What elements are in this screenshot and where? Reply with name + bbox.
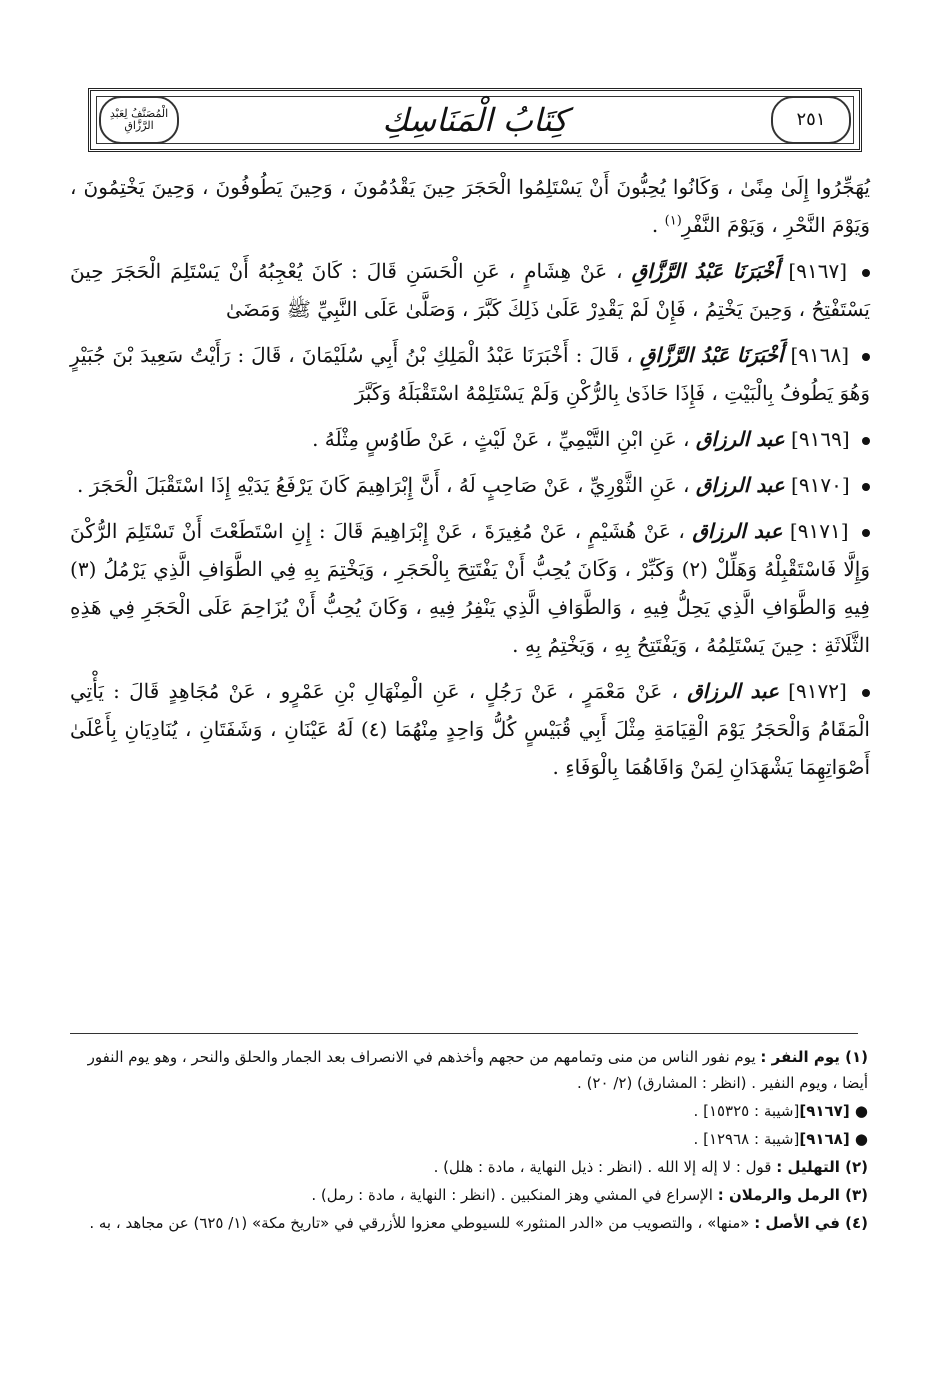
hadith-source: عبد الرزاق bbox=[695, 473, 785, 497]
footnote bbox=[68, 1154, 868, 1180]
page-number-medallion bbox=[771, 96, 851, 144]
footnote bbox=[68, 1210, 868, 1236]
hadith-source: أَخْبَرَنَا عَبْدُ الرَّزَّاقِ bbox=[631, 259, 780, 283]
hadith-text: ، عَنِ ابْنِ التَّيْمِيِّ ، عَنْ لَيْثٍ ، عَنْ طَاوُسٍ مِثْلَهُ . bbox=[312, 427, 690, 451]
hadith-text: ، عَنْ مَعْمَرٍ ، عَنْ رَجُلٍ ، عَنِ الْمِنْهَالِ بْنِ عَمْرٍو ، عَنْ مُجَاهِدٍ قَالَ : يَأْتِي الْمَقَامُ وَالْحَجَرُ يَوْمَ الْقِيَامَةِ مِثْلَ أَبِي قُبَيْسٍ كُلُّ وَاحِدٍ مِنْهُمَا (٤) لَهُ عَيْنَانِ ، وَشَفَتَانِ ، يُنَادِيَانِ بِأَعْلَىٰ أَصْوَاتِهِمَا يَشْهَدَانِ لِمَنْ وَافَاهُمَا بِالْوَفَاءِ . bbox=[70, 679, 870, 779]
hadith-number: [٩١٧٢] bbox=[788, 679, 847, 703]
hadith-text: ، عَنِ الثَّوْرِيِّ ، عَنْ صَاحِبٍ لَهُ ، أَنَّ إِبْرَاهِيمَ كَانَ يَرْفَعُ يَدَيْهِ إِذَا اسْتَقْبَلَ الْحَجَرَ . bbox=[76, 473, 690, 497]
series-badge bbox=[99, 96, 179, 144]
footnote-ref-1: (١) bbox=[664, 213, 682, 229]
chapter-title: كِتَابُ الْمَنَاسِكِ bbox=[382, 101, 568, 139]
hadith-entry bbox=[70, 466, 870, 504]
footnote-text: قول : لا إله إلا الله . (انظر : ذيل النهاية ، مادة : هلل) . bbox=[433, 1158, 772, 1176]
continuation-paragraph bbox=[70, 168, 870, 244]
footnote bbox=[68, 1044, 868, 1096]
hadith-text: ، عَنْ هِشَامٍ ، عَنِ الْحَسَنِ قَالَ : كَانَ يُعْجِبُهُ أَنْ يَسْتَلِمَ الْحَجَرَ حِينَ يَسْتَفْتِحُ ، وَحِينَ يَخْتِمُ ، فَإِنْ لَمْ يَقْدِرْ عَلَىٰ ذَلِكَ كَبَّرَ ، وَصَلَّىٰ عَلَى النَّبِيِّ ﷺ وَمَضَىٰ bbox=[70, 259, 870, 321]
bullet-icon bbox=[862, 437, 870, 445]
footnote-key: ● [٩١٦٨] bbox=[799, 1130, 868, 1148]
footnote bbox=[68, 1126, 868, 1152]
footnote-key: (٢) التهليل : bbox=[776, 1158, 868, 1176]
hadith-entry bbox=[70, 336, 870, 412]
page-number: ٢٥١ bbox=[796, 109, 826, 131]
footnote-key: (١) يوم النفر : bbox=[760, 1048, 868, 1066]
hadith-number: [٩١٧٠] bbox=[791, 473, 850, 497]
hadith-text: ، عَنْ هُشَيْمٍ ، عَنْ مُغِيرَةَ ، عَنْ إِبْرَاهِيمَ قَالَ : إِنِ اسْتَطَعْتَ أَنْ تَسْتَلِمَ الرُّكْنَ وَإِلَّا فَاسْتَقْبِلْهُ وَهَلِّلْ (٢) وَكَبِّرْ ، وَكَانَ يُحِبُّ أَنْ يَفْتَتِحَ بِالْحَجَرِ ، وَيَخْتِمَ بِهِ فِي الطَّوَافِ الَّذِي يَرْمُلُ (٣) فِيهِ وَالطَّوَافِ الَّذِي يَحِلُّ فِيهِ ، وَالطَّوَافِ الَّذِي يَنْفِرُ فِيهِ ، وَكَانَ يُحِبُّ أَنْ يُزَاحِمَ عَلَى الْحَجَرِ فِي هَذِهِ الثَّلَاثَةِ : حِينَ يَسْتَلِمُهُ ، وَيَفْتَتِحُ بِهِ ، وَيَخْتِمُ بِهِ . bbox=[70, 519, 870, 657]
footnotes bbox=[68, 1044, 868, 1238]
series-badge-text: الْمُصَنَّفُ لِعَبْدِ الرَّزَّاقِ bbox=[109, 106, 169, 132]
hadith-text: ، قَالَ : أَخْبَرَنَا عَبْدُ الْمَلِكِ بْنُ أَبِي سُلَيْمَانَ ، قَالَ : رَأَيْتُ سَعِيدَ بْنَ جُبَيْرٍ وَهُوَ يَطُوفُ بِالْبَيْتِ ، فَإِذَا حَاذَىٰ بِالرُّكْنِ وَلَمْ يَسْتَلِمْهُ اسْتَقْبَلَهُ وَكَبَّرَ bbox=[70, 343, 870, 405]
hadith-entry bbox=[70, 512, 870, 664]
footnote-text: يوم نفور الناس من منى وتمامهم من حجهم وأخذهم في الانصراف بعد الجمار والحلق والنحر ، وهو يوم النفور أيضا ، ويوم النفير . (انظر : المشارق) (٢/ ٢٠) . bbox=[87, 1048, 868, 1092]
footnote-text: [شيبة : ١٢٩٦٨] . bbox=[693, 1130, 800, 1148]
main-text bbox=[70, 168, 870, 794]
hadith-entry bbox=[70, 672, 870, 786]
bullet-icon bbox=[862, 353, 870, 361]
footnote-key: ● [٩١٦٧] bbox=[799, 1102, 868, 1120]
bullet-icon bbox=[862, 689, 870, 697]
hadith-source: عبد الرزاق bbox=[692, 519, 783, 543]
bullet-icon bbox=[862, 483, 870, 491]
hadith-number: [٩١٦٩] bbox=[791, 427, 850, 451]
footnote-divider bbox=[70, 1033, 858, 1034]
hadith-entry bbox=[70, 420, 870, 458]
footnote-key: (٤) في الأصل : bbox=[754, 1214, 868, 1232]
footnote-text: «منها» ، والتصويب من «الدر المنثور» للسيوطي معزوا للأزرقي في «تاريخ مكة» (١/ ٦٢٥) عن مجاهد ، به . bbox=[89, 1214, 750, 1232]
hadith-source: عبد الرزاق bbox=[695, 427, 785, 451]
running-header bbox=[88, 88, 862, 152]
hadith-number: [٩١٦٨] bbox=[790, 343, 850, 367]
footnote-key: (٣) الرمل والرملان : bbox=[717, 1186, 868, 1204]
hadith-entry bbox=[70, 252, 870, 328]
bullet-icon bbox=[862, 269, 870, 277]
footnote bbox=[68, 1182, 868, 1208]
continuation-end: . bbox=[651, 213, 665, 237]
hadith-source: أَخْبَرَنَا عَبْدُ الرَّزَّاقِ bbox=[639, 343, 784, 367]
bullet-icon bbox=[862, 529, 870, 537]
hadith-number: [٩١٦٧] bbox=[788, 259, 848, 283]
footnote bbox=[68, 1098, 868, 1124]
continuation-text: يُهَجِّرُوا إِلَىٰ مِنًىٰ ، وَكَانُوا يُحِبُّونَ أَنْ يَسْتَلِمُوا الْحَجَرَ حِينَ يَقْدُمُونَ ، وَحِينَ يَطُوفُونَ ، وَحِينَ يَخْتِمُونَ ، وَيَوْمَ النَّحْرِ ، وَيَوْمَ النَّفْرِ bbox=[70, 175, 870, 237]
footnote-text: [شيبة : ١٥٣٢٥] . bbox=[693, 1102, 800, 1120]
hadith-number: [٩١٧١] bbox=[789, 519, 849, 543]
hadith-source: عبد الرزاق bbox=[687, 679, 779, 703]
footnote-text: الإسراع في المشي وهز المنكبين . (انظر : النهاية ، مادة : رمل) . bbox=[311, 1186, 713, 1204]
